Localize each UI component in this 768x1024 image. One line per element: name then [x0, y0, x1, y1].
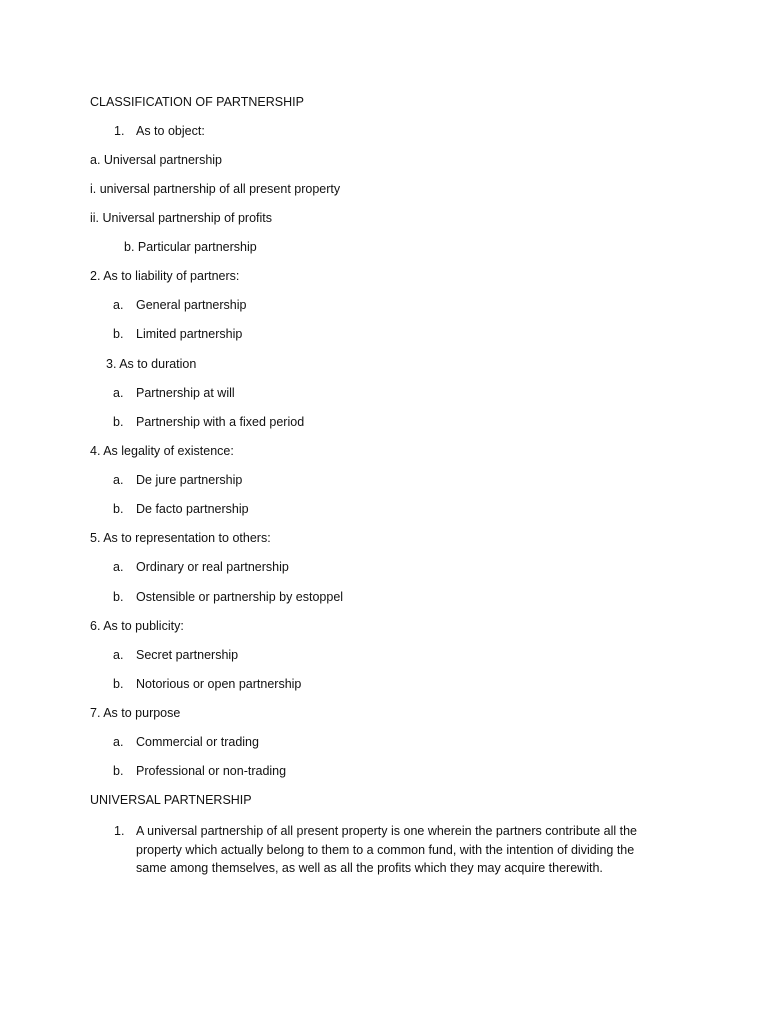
list-marker: a. [113, 560, 124, 574]
list-item-partnership-at-will: Partnership at will [136, 386, 235, 400]
list-item-fixed-period: Partnership with a fixed period [136, 415, 305, 429]
list-marker: a. [113, 735, 124, 749]
list-marker: 1. [114, 124, 125, 138]
list-marker: 1. [114, 824, 125, 838]
list-item-as-to-object: As to object: [136, 124, 205, 138]
list-item-notorious-open: Notorious or open partnership [136, 677, 302, 691]
list-marker: b. [113, 415, 124, 429]
list-item-secret-partnership: Secret partnership [136, 648, 239, 662]
document-title: CLASSIFICATION OF PARTNERSHIP [90, 95, 304, 109]
list-item-de-jure: De jure partnership [136, 473, 243, 487]
list-item-de-facto: De facto partnership [136, 502, 249, 516]
list-item-professional-non-trading: Professional or non-trading [136, 764, 287, 778]
list-item-as-to-representation: 5. As to representation to others: [90, 531, 271, 545]
list-item-as-to-publicity: 6. As to publicity: [90, 619, 184, 633]
list-item-commercial-trading: Commercial or trading [136, 735, 259, 749]
list-item-ostensible-estoppel: Ostensible or partnership by estoppel [136, 590, 344, 604]
list-item-ordinary-real: Ordinary or real partnership [136, 560, 289, 574]
list-marker: a. [113, 648, 124, 662]
list-item-as-to-liability: 2. As to liability of partners: [90, 269, 240, 283]
list-marker: a. [113, 386, 124, 400]
list-item-universal-profits: ii. Universal partnership of profits [90, 211, 273, 225]
list-marker: b. [113, 502, 124, 516]
list-marker: b. [113, 590, 124, 604]
list-marker: a. [113, 473, 124, 487]
list-item-universal-present-property: i. universal partnership of all present property [90, 182, 341, 196]
list-item-universal-partnership: a. Universal partnership [90, 153, 223, 167]
list-item-particular-partnership: b. Particular partnership [124, 240, 257, 254]
list-marker: b. [113, 327, 124, 341]
list-marker: b. [113, 677, 124, 691]
list-marker: a. [113, 298, 124, 312]
list-item-limited-partnership: Limited partnership [136, 327, 243, 341]
list-marker: b. [113, 764, 124, 778]
list-item-general-partnership: General partnership [136, 298, 247, 312]
list-item-as-to-duration: 3. As to duration [106, 357, 197, 371]
list-item-as-to-purpose: 7. As to purpose [90, 706, 181, 720]
list-item-as-to-legality: 4. As legality of existence: [90, 444, 234, 458]
paragraph-universal-partnership-definition: A universal partnership of all present property is one wherein the partners contribute all the property which actually belong to them to a common fund, with the intention of dividing the same among themselves, as well as all the profits which they may acquire therewith. [136, 824, 637, 875]
section-heading-universal-partnership: UNIVERSAL PARTNERSHIP [90, 793, 252, 807]
